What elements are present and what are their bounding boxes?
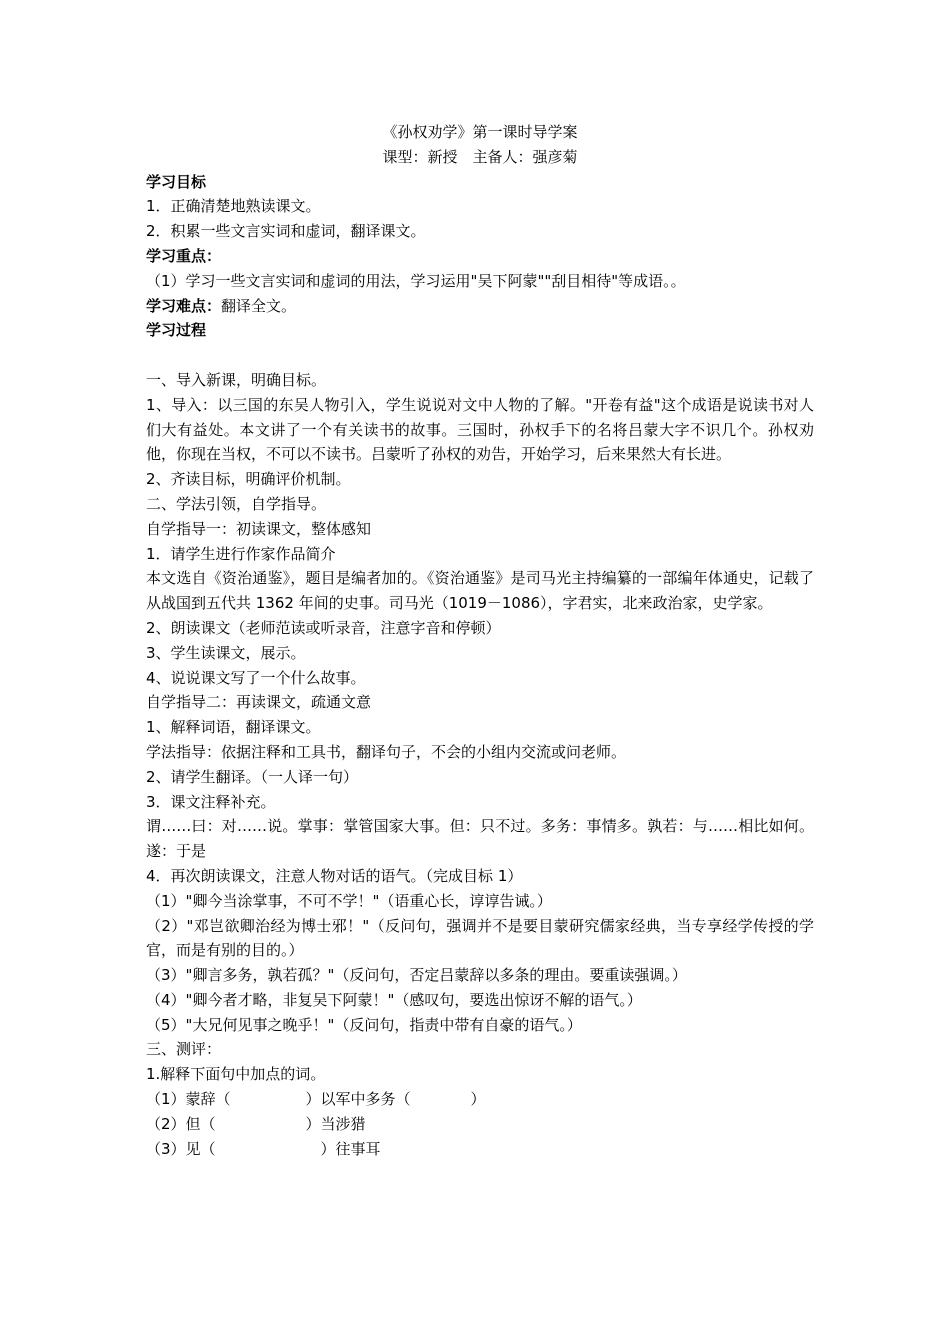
section-title: 三、测评：	[146, 1040, 222, 1059]
list-item: 1、解释词语，翻译课文。	[146, 718, 321, 737]
quote-item: （4）"卿今者才略，非复吴下阿蒙！"（感叹句，要选出惊讶不解的语气。）	[146, 990, 642, 1009]
quote-item: （5）"大兄何见事之晚乎！"（反问句，指责中带有自豪的语气。）	[146, 1015, 582, 1034]
list-item: 3、学生读课文，展示。	[146, 643, 306, 662]
difficulty-text: 翻译全文。	[221, 296, 297, 315]
difficulty-heading: 学习难点：	[146, 296, 222, 315]
list-item: 4．再次朗读课文，注意人物对话的语气。（完成目标 1）	[146, 866, 523, 885]
exercise-item: （2）但（ ）当涉猎	[146, 1114, 366, 1133]
guide-title: 自学指导二：再读课文，疏通文意	[146, 693, 372, 712]
document-subtitle: 课型：新授 主备人：强彦菊	[382, 147, 578, 166]
list-item: 学法指导：依据注释和工具书，翻译句子，不会的小组内交流或问老师。	[146, 742, 627, 761]
paragraph: 谓……曰：对……说。掌事：掌管国家大事。但：只不过。多务：事情多。孰若：与……相比如何。遂：于是	[146, 817, 814, 861]
list-item: 2、齐读目标，明确评价机制。	[146, 470, 351, 489]
exercise-item: （3）见（ ）往事耳	[146, 1139, 381, 1158]
document-title: 《孙权劝学》第一课时导学案	[382, 123, 578, 141]
focus-heading: 学习重点：	[146, 246, 222, 265]
quote-item: （2）"邓岂欲卿治经为博士邪！"（反问句，强调并不是要目蒙研究儒家经典，当专享经学传授的学官，而是有别的目的。）	[146, 916, 814, 960]
list-item: 1．请学生进行作家作品简介	[146, 544, 336, 563]
list-item: 4、说说课文写了一个什么故事。	[146, 668, 366, 687]
list-item: 1.解释下面句中加点的词。	[146, 1065, 326, 1084]
goals-heading: 学习目标	[146, 172, 207, 191]
quote-item: （1）"卿今当涂掌事，不可不学！"（语重心长，谆谆告诫。）	[146, 891, 552, 910]
section-title: 一、导入新课，明确目标。	[146, 370, 327, 389]
difficulty-row	[146, 294, 814, 319]
goal-item: 2．积累一些文言实词和虚词，翻译课文。	[146, 222, 426, 241]
paragraph: 本文选自《资治通鉴》，题目是编者加的。《资治通鉴》是司马光主持编纂的一部编年体通史，记载了从战国到五代共 1362 年间的史事。司马光（1019－1086），字君实，北来政治家，史学家。	[146, 569, 814, 613]
exercise-item: （1）蒙辞（ ）以军中多务（ ）	[146, 1090, 486, 1109]
goal-item: 1．正确清楚地熟读课文。	[146, 197, 321, 216]
process-heading: 学习过程	[146, 321, 207, 340]
spacer	[146, 343, 814, 368]
list-item: 2、请学生翻译。（一人译一句）	[146, 767, 359, 786]
paragraph: 1、导入：以三国的东吴人物引入，学生说说对文中人物的了解。"开卷有益"这个成语是说读书对人们大有益处。本文讲了一个有关读书的故事。三国时，孙权手下的名将吕蒙大字不识几个。孙权劝他，你现在当权，不可以不读书。吕蒙听了孙权的劝告，开始学习，后来果然大有长进。	[146, 395, 814, 464]
section-title: 二、学法引领，自学指导。	[146, 494, 327, 513]
quote-item: （3）"卿言多务，孰若孤？"（反问句，否定吕蒙辞以多条的理由。要重读强调。）	[146, 966, 687, 985]
list-item: 3．课文注释补充。	[146, 792, 276, 811]
document-body	[146, 120, 814, 1161]
focus-text: （1）学习一些文言实词和虚词的用法，学习运用"吴下阿蒙""刮目相待"等成语。。	[146, 271, 686, 290]
list-item: 2、朗读课文（老师范读或听录音，注意字音和停顿）	[146, 618, 501, 637]
guide-title: 自学指导一：初读课文，整体感知	[146, 519, 372, 538]
